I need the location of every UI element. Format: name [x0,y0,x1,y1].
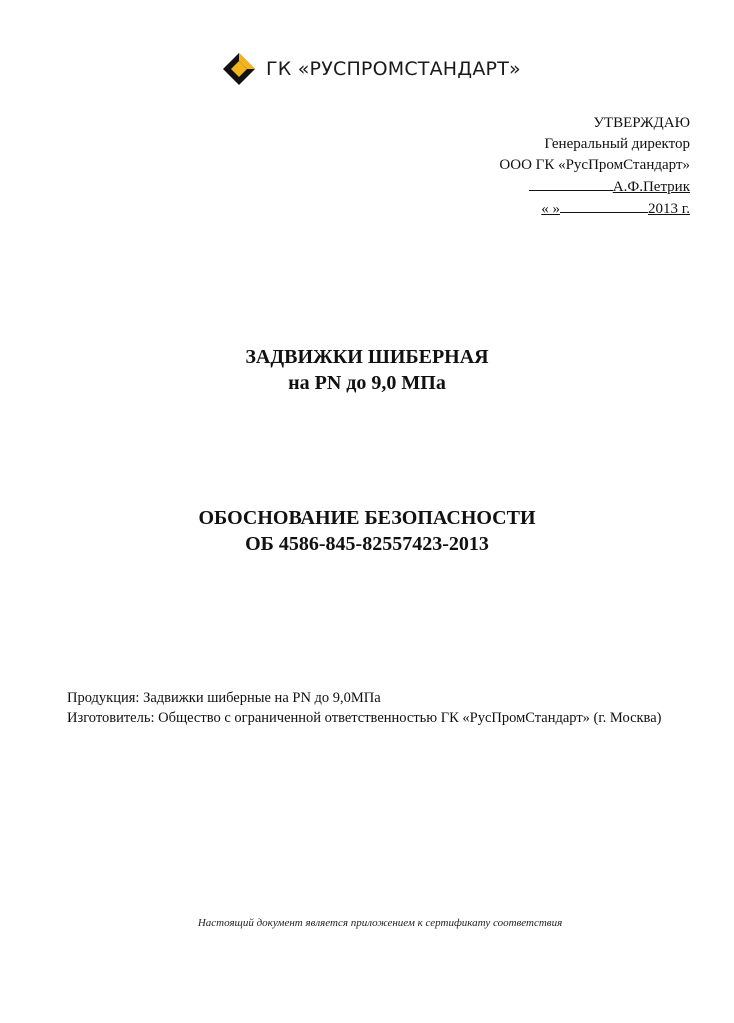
approval-block [499,113,690,220]
approval-signatory: А.Ф.Петрик [612,179,690,195]
info-product: Продукция: Задвижки шиберные на PN до 9,0МПа [67,690,381,706]
approval-heading: УТВЕРЖДАЮ [593,115,690,131]
approval-date-line [499,198,690,220]
footnote: Настоящий документ является приложением к сертификату соответствия [197,917,563,929]
logo-text: ГК «РУСПРОМСТАНДАРТ» [266,58,521,80]
document-title-line2: ОБ 4586-845-82557423-2013 [245,533,489,555]
date-month-blank [560,198,648,213]
company-logo [222,52,521,86]
date-day: « » [541,201,561,217]
info-manufacturer: Изготовитель: Общество с ограниченной ответственностью ГК «РусПромСтандарт» (г. Москва) [67,710,662,726]
logo-diamond-icon [222,52,256,86]
product-info [67,688,661,728]
product-title-line2: на PN до 9,0 МПа [288,372,446,394]
approval-company: ООО ГК «РусПромСтандарт» [499,157,690,173]
document-title [0,505,734,557]
document-title-line1: ОБОСНОВАНИЕ БЕЗОПАСНОСТИ [198,507,536,529]
approval-position: Генеральный директор [544,136,690,152]
product-title-line1: ЗАДВИЖКИ ШИБЕРНАЯ [245,346,489,368]
signature-blank [529,176,613,191]
product-title [0,344,734,396]
approval-signature-line [499,176,690,198]
date-year: 2013 г. [648,201,690,217]
